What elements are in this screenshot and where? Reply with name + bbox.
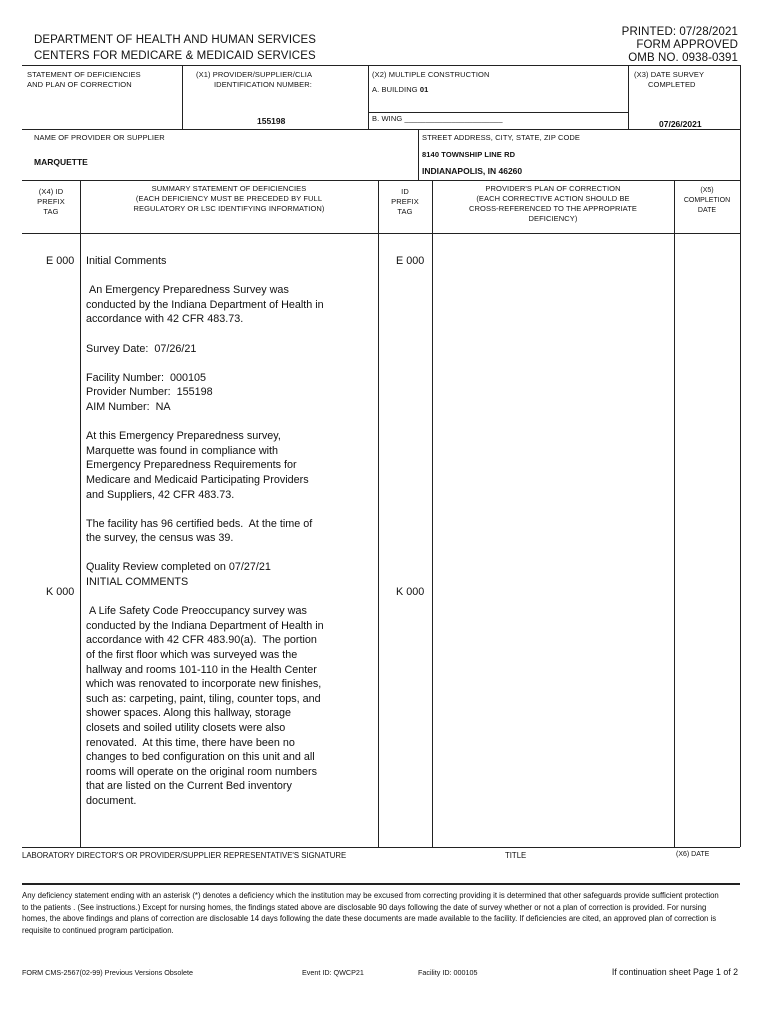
lsc-survey-paragraph: A Life Safety Code Preoccupancy survey was conducted by the Indiana Department of Health in accordance with 42 CFR 483.90(a). The portion of the first floor which was surveyed was the hallway and rooms 101-110 in the Health Center which was renovated to incorporate new finishes, such as: carpeting, paint, tiling, counter tops, and shower spaces. Along this hallway, storage closets and soiled utility closets were also renovated. At this time, there have been no changes to bed configuration on this unit and all rooms will operate on the original room numbers that are listed on the Current Bed inventory document.: [86, 605, 324, 807]
divider-col-2: [378, 180, 379, 847]
rule-building: [368, 112, 628, 113]
rule-signature-bottom: [22, 883, 740, 885]
address-label: STREET ADDRESS, CITY, STATE, ZIP CODE: [422, 133, 581, 142]
id-header-line-1: ID: [401, 187, 409, 196]
tag-e000-left: E 000: [46, 255, 75, 267]
street-address: 8140 TOWNSHIP LINE RD: [422, 150, 516, 159]
divider-right: [740, 65, 741, 847]
rule-columns-bottom: [22, 233, 740, 234]
rule-content-bottom: [22, 847, 740, 848]
tag-k000-right: K 000: [396, 586, 425, 598]
divider-x1: [182, 65, 183, 129]
id-header-line-3: TAG: [397, 207, 413, 216]
signature-date-label: (X6) DATE: [676, 851, 710, 858]
plan-header-line-2: (EACH CORRECTIVE ACTION SHOULD BE: [476, 194, 630, 203]
building-value: 01: [419, 85, 429, 94]
initial-comments-heading: Initial Comments: [86, 255, 167, 267]
x2-label: (X2) MULTIPLE CONSTRUCTION: [372, 70, 490, 79]
x5-header: [674, 186, 740, 216]
quality-review-line: Quality Review completed on 07/27/21: [86, 561, 271, 574]
summary-header-line-3: REGULATORY OR LSC IDENTIFYING INFORMATION): [133, 204, 325, 213]
form-id: FORM CMS-2567(02-99) Previous Versions Obsolete: [22, 968, 193, 977]
divider-x2: [368, 65, 369, 129]
ep-survey-paragraph: An Emergency Preparedness Survey was conducted by the Indiana Department of Health in accordance with 42 CFR 483.73.: [86, 284, 324, 326]
printed-date: PRINTED: 07/28/2021: [621, 26, 738, 38]
rule-top: [22, 65, 740, 66]
plan-header-line-4: DEFICIENCY): [528, 214, 578, 223]
statement-label-1: STATEMENT OF DEFICIENCIES: [27, 70, 141, 79]
deficiency-summary: [86, 254, 376, 823]
x5-header-line-3: DATE: [697, 207, 717, 214]
x5-header-line-2: COMPLETION: [683, 197, 731, 204]
tag-k000-left: K 000: [46, 586, 75, 598]
summary-header-line-1: SUMMARY STATEMENT OF DEFICIENCIES: [151, 184, 307, 193]
department-line-2: CENTERS FOR MEDICARE & MEDICAID SERVICES: [34, 50, 316, 62]
divider-col-4: [674, 180, 675, 847]
divider-col-3: [432, 180, 433, 847]
wing-label: B. WING _______________________: [372, 114, 503, 123]
summary-header-line-2: (EACH DEFICIENCY MUST BE PRECEDED BY FULL: [135, 194, 323, 203]
x4-header: [22, 187, 80, 217]
department-line-1: DEPARTMENT OF HEALTH AND HUMAN SERVICES: [34, 34, 317, 46]
plan-header-line-1: PROVIDER'S PLAN OF CORRECTION: [485, 184, 621, 193]
x3-label-2: COMPLETED: [648, 80, 696, 89]
x1-label-2: IDENTIFICATION NUMBER:: [214, 80, 312, 89]
provider-name-label: NAME OF PROVIDER OR SUPPLIER: [34, 133, 165, 142]
city-state-zip: INDIANAPOLIS, IN 46260: [422, 166, 523, 176]
event-id: Event ID: QWCP21: [302, 968, 364, 977]
id-header-line-2: PREFIX: [391, 197, 419, 206]
tag-e000-right: E 000: [396, 255, 425, 267]
compliance-paragraph: At this Emergency Preparedness survey, Marquette was found in compliance with Emergency Preparedness Requirements for Medicare and Medicaid Participating Providers and Suppliers, 42 CFR 483.73.: [86, 430, 309, 501]
census-paragraph: The facility has 96 certified beds. At the time of the survey, the census was 39.: [86, 517, 313, 545]
provider-id: 155198: [257, 116, 286, 126]
survey-date-paragraph: Survey Date: 07/26/21: [86, 342, 197, 355]
plan-header-line-3: CROSS-REFERENCED TO THE APPROPRIATE: [469, 204, 637, 213]
divider-x3: [628, 65, 629, 129]
x4-header-line-3: TAG: [43, 207, 59, 216]
disclaimer-text: Any deficiency statement ending with an asterisk (*) denotes a deficiency which the institution may be excused from correcting providing it is determined that other safeguards provide sufficient protection to the patients . (See instructions.) Except for nursing homes, the findings stated above are disclosable 90 days following the date of survey whether or not a plan of correction is provided. For nursing homes, the above findings and plans of correction are disclosable 14 days following the date these documents are made available to the facility. If deficiencies are cited, an approved plan of correction is requisite to continued program participation.: [22, 891, 719, 935]
x5-header-line-1: (X5): [700, 187, 714, 194]
x4-header-line-2: PREFIX: [37, 197, 65, 206]
x1-label-1: (X1) PROVIDER/SUPPLIER/CLIA: [196, 70, 313, 79]
building-label: A. BUILDING: [372, 85, 418, 94]
divider-col-1: [80, 180, 81, 847]
facility-numbers-paragraph: Facility Number: 000105 Provider Number: 155198 AIM Number: NA: [86, 371, 213, 413]
signature-label: LABORATORY DIRECTOR'S OR PROVIDER/SUPPLIER REPRESENTATIVE'S SIGNATURE: [22, 851, 347, 860]
k-initial-comments-heading: INITIAL COMMENTS: [86, 576, 189, 589]
id-header: [378, 187, 432, 217]
summary-header: [80, 184, 378, 214]
facility-id: Facility ID: 000105: [418, 968, 478, 977]
omb-number: OMB NO. 0938-0391: [628, 52, 738, 64]
survey-completed-date: 07/26/2021: [659, 119, 702, 129]
rule-provider-bottom: [22, 180, 740, 181]
x4-header-line-1: (X4) ID: [38, 187, 64, 196]
x3-label-1: (X3) DATE SURVEY: [634, 70, 705, 79]
form-approved: FORM APPROVED: [636, 39, 738, 51]
statement-label-2: AND PLAN OF CORRECTION: [27, 80, 132, 89]
title-label: TITLE: [505, 851, 527, 860]
provider-name: MARQUETTE: [34, 157, 88, 167]
continuation-sheet: If continuation sheet Page 1 of 2: [611, 967, 738, 977]
plan-header: [432, 184, 674, 224]
rule-boxes-bottom: [22, 129, 740, 130]
divider-address: [418, 129, 419, 180]
building-row: [372, 85, 428, 95]
